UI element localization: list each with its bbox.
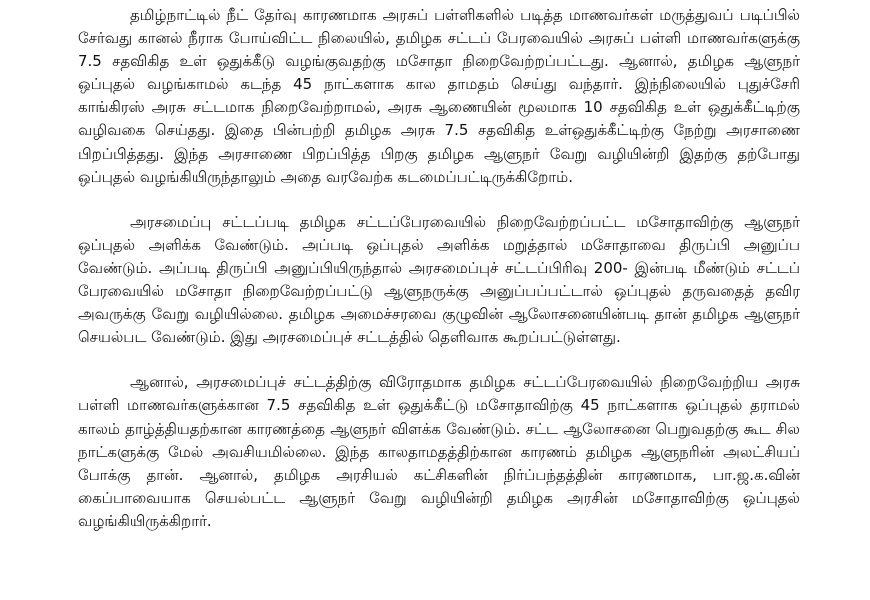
paragraph-3: ஆனால், அரசமைப்புச் சட்டத்திற்கு விரோதமாக தமிழக சட்டப்பேரவையில் நிறைவேற்றிய அரசு பள்ளி மாணவர்களுக்கான 7.5 சதவிகித உள் ஒதுக்கீட்டு மசோதாவிற்கு 45 நாட்களாக ஒப்புதல் தராமல் காலம் தாழ்த்தியதற்கான காரணத்தை ஆளுநர் விளக்க வேண்டும். சட்ட ஆலோசனை பெறுவதற்கு கூட சில நாட்களுக்கு மேல் அவசியமில்லை. இந்த காலதாமதத்திற்கான காரணம் தமிழக ஆளுநரின் அலட்சியப் போக்கு தான். ஆனால், தமிழக அரசியல் கட்சிகளின் நிர்ப்பந்தத்தின் காரணமாக, பா.ஜ.க.வின் கைப்பாவையாக செயல்பட்ட ஆளுநர் வேறு வழியின்றி தமிழக அரசின் மசோதாவிற்கு ஒப்புதல் வழங்கியிருக்கிறார். bbox=[78, 373, 800, 530]
paragraph-2: அரசமைப்பு சட்டப்படி தமிழக சட்டப்பேரவையில் நிறைவேற்றப்பட்ட மசோதாவிற்கு ஆளுநர் ஒப்புதல் அளிக்க வேண்டும். அப்படி ஒப்புதல் அளிக்க மறுத்தால் மசோதாவை திருப்பி அனுப்ப வேண்டும். அப்படி திருப்பி அனுப்பியிருந்தால் அரசமைப்புச் சட்டப்பிரிவு 200- இன்படி மீண்டும் சட்டப் பேரவையில் மசோதா நிறைவேற்றப்பட்டு ஆளுநருக்கு அனுப்பப்பட்டால் ஒப்புதல் தருவதைத் தவிர அவருக்கு வேறு வழியில்லை. தமிழக அமைச்சரவை குழுவின் ஆலோசனையின்படி தான் தமிழக ஆளுநர் செயல்பட வேண்டும். இது அரசமைப்புச் சட்டத்தில் தெளிவாக கூறப்பட்டுள்ளது. bbox=[78, 212, 800, 347]
paragraph-1: தமிழ்நாட்டில் நீட் தேர்வு காரணமாக அரசுப் பள்ளிகளில் படித்த மாணவர்கள் மருத்துவப் படிப்பில் சேர்வது கானல் நீராக போய்விட்ட நிலையில், தமிழக சட்டப் பேரவையில் அரசுப் பள்ளி மாணவர்களுக்கு 7.5 சதவிகித உள் ஒதுக்கீடு வழங்குவதற்கு மசோதா நிறைவேற்றப்பட்டது. ஆனால், தமிழக ஆளுநர் ஒப்புதல் வழங்காமல் கடந்த 45 நாட்களாக கால தாமதம் செய்து வந்தார். இந்நிலையில் புதுச்சேரி காங்கிரஸ் அரசு சட்டமாக நிறைவேற்றாமல், அரசு ஆணையின் மூலமாக 10 சதவிகித உள் ஒதுக்கீட்டிற்கு வழிவகை செய்தது. இதை பின்பற்றி தமிழக அரசு 7.5 சதவிகித உள்ஒதுக்கீட்டிற்கு நேற்று அரசாணை பிறப்பித்தது. இந்த அரசாணை பிறப்பித்த பிறகு தமிழக ஆளுநர் வேறு வழியின்றி இதற்கு தற்போது ஒப்புதல் வழங்கியிருந்தாலும் அதை வரவேற்க கடமைப்பட்டிருக்கிறோம். bbox=[78, 6, 800, 186]
